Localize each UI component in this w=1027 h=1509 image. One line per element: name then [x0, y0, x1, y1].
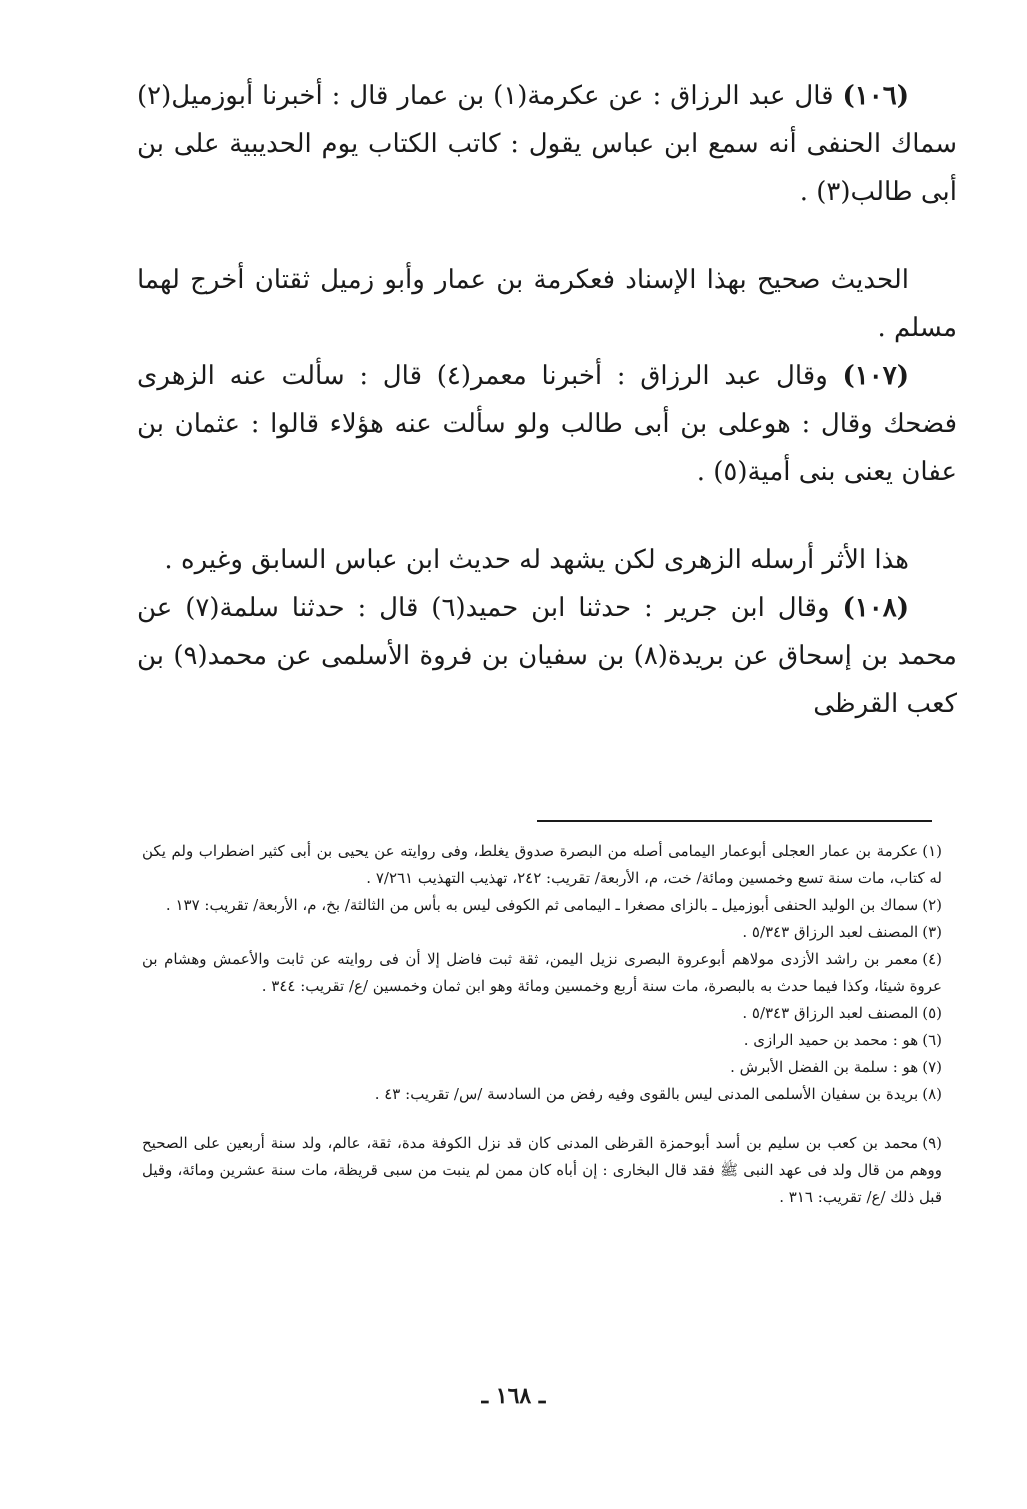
footnote-number: (٧)	[922, 1058, 942, 1076]
footnote-9	[142, 1130, 942, 1211]
hadith-107	[137, 352, 957, 496]
footnote-number: (١)	[922, 842, 942, 860]
footnote-8	[142, 1081, 942, 1108]
footnote-number: (٣)	[922, 923, 942, 941]
footnotes	[142, 838, 942, 1211]
footnote-number: (٥)	[922, 1004, 942, 1022]
hadith-106	[137, 72, 957, 216]
hadith-108	[137, 584, 957, 728]
grading-comment: الحديث صحيح بهذا الإسناد فعكرمة بن عمار وأبو زميل ثقتان أخرج لهما مسلم .	[137, 265, 957, 343]
grading-comment: هذا الأثر أرسله الزهرى لكن يشهد له حديث ابن عباس السابق وغيره .	[164, 545, 909, 575]
footnote-1	[142, 838, 942, 892]
footnote-text: محمد بن كعب بن سليم بن أسد أبوحمزة القرظى المدنى كان قد نزل الكوفة مدة، ثقة، عالم، ولد سنة أربعين على الصحيح ووهم من قال ولد فى عهد النبى ﷺ فقد قال البخارى : إن أباه كان ممن لم ينبت من سبى قريظة، مات سنة عشرين ومائة، وقيل قبل ذلك /ع/ تقريب: ٣١٦ .	[142, 1134, 942, 1206]
footnote-text: عكرمة بن عمار العجلى أبوعمار اليمامى أصله من البصرة صدوق يغلط، وفى روايته عن يحيى بن أبى كثير اضطراب ولم يكن له كتاب، مات سنة تسع وخمسين ومائة/ خت، م، الأربعة/ تقريب: ٢٤٢، تهذيب التهذيب ٧/٢٦١ .	[142, 842, 942, 887]
page-number: ـ ١٦٨ ـ	[481, 1383, 546, 1409]
footnote-text: هو : محمد بن حميد الرازى .	[743, 1031, 919, 1049]
footnote-7	[142, 1054, 942, 1081]
hadith-number: (١٠٧)	[842, 361, 909, 391]
footnote-6	[142, 1027, 942, 1054]
footnote-divider	[537, 820, 932, 822]
hadith-text: وقال عبد الرزاق : أخبرنا معمر(٤) قال : سألت عنه الزهرى فضحك وقال : هوعلى بن أبى طالب ولو سألت عنه هؤلاء قالوا : عثمان بن عفان يعنى بنى أمية(٥) .	[137, 361, 957, 487]
hadith-number: (١٠٦)	[842, 81, 909, 111]
hadith-number: (١٠٨)	[842, 593, 910, 623]
footnote-text: المصنف لعبد الرزاق ٥/٣٤٣ .	[742, 923, 919, 941]
footnote-5	[142, 1000, 942, 1027]
footnote-text: المصنف لعبد الرزاق ٥/٣٤٣ .	[742, 1004, 919, 1022]
main-text	[137, 72, 957, 728]
footnote-number: (٤)	[922, 950, 942, 968]
footnote-4	[142, 946, 942, 1000]
footnote-text: سماك بن الوليد الحنفى أبوزميل ـ بالزاى مصغرا ـ اليمامى ثم الكوفى ليس به بأس من الثالثة/ بخ، م، الأربعة/ تقريب: ١٣٧ .	[165, 896, 919, 914]
footnote-number: (٢)	[922, 896, 942, 914]
hadith-text: قال عبد الرزاق : عن عكرمة(١) بن عمار قال : أخبرنا أبوزميل(٢) سماك الحنفى أنه سمع ابن عباس يقول : كاتب الكتاب يوم الحديبية على بن أبى طالب(٣) .	[137, 81, 957, 207]
footnote-2	[142, 892, 942, 919]
footnote-number: (٦)	[922, 1031, 942, 1049]
footnote-3	[142, 919, 942, 946]
footnote-text: هو : سلمة بن الفضل الأبرش .	[730, 1058, 919, 1076]
hadith-text: وقال ابن جرير : حدثنا ابن حميد(٦) قال : حدثنا سلمة(٧) عن محمد بن إسحاق عن بريدة(٨) بن سفيان بن فروة الأسلمى عن محمد(٩) بن كعب القرظى	[137, 593, 957, 719]
footnote-number: (٨)	[922, 1085, 942, 1103]
footnote-text: بريدة بن سفيان الأسلمى المدنى ليس بالقوى وفيه رفض من السادسة /س/ تقريب: ٤٣ .	[374, 1085, 919, 1103]
footnote-number: (٩)	[922, 1134, 942, 1152]
footnote-text: معمر بن راشد الأزدى مولاهم أبوعروة البصرى نزيل اليمن، ثقة ثبت فاضل إلا أن فى روايته عن ثابت والأعمش وهشام بن عروة شيئا، وكذا فيما حدث به بالبصرة، مات سنة أربع وخمسين ومائة وهو ابن ثمان وخمسين /ع/ تقريب: ٣٤٤ .	[142, 950, 942, 995]
